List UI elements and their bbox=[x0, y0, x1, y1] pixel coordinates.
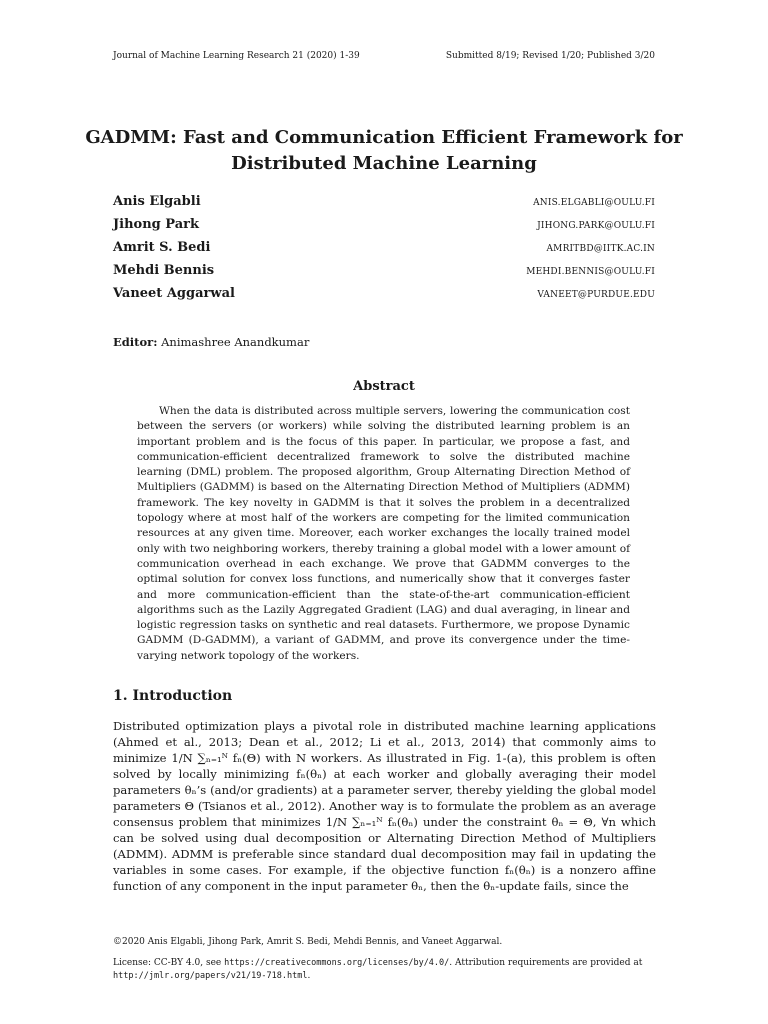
author-name: Mehdi Bennis bbox=[113, 263, 215, 278]
title-line-2: Distributed Machine Learning bbox=[231, 153, 537, 174]
submission-dates: Submitted 8/19; Revised 1/20; Published 3/20 bbox=[445, 51, 655, 61]
editor-label: Editor: bbox=[113, 335, 158, 349]
title-line-1: GADMM: Fast and Communication Efficient Framework for bbox=[85, 127, 683, 148]
author-row bbox=[113, 263, 655, 286]
section-heading: 1. Introduction bbox=[113, 688, 233, 704]
page-footer bbox=[113, 936, 656, 983]
author-name: Jihong Park bbox=[113, 217, 199, 232]
editor-line bbox=[113, 335, 309, 349]
author-list bbox=[113, 194, 655, 309]
author-row bbox=[113, 240, 655, 263]
abstract-body bbox=[137, 404, 630, 664]
license-mid: . Attribution requirements are provided at bbox=[449, 958, 643, 968]
editor-name: Animashree Anandkumar bbox=[161, 335, 310, 349]
license-suffix: . bbox=[307, 971, 311, 981]
author-name: Vaneet Aggarwal bbox=[113, 286, 235, 301]
author-name: Anis Elgabli bbox=[113, 194, 201, 209]
author-email[interactable]: AMRITBD@IITK.AC.IN bbox=[546, 244, 655, 254]
journal-citation: Journal of Machine Learning Research 21 (2020) 1-39 bbox=[113, 51, 360, 61]
author-row bbox=[113, 194, 655, 217]
attribution-link[interactable]: http://jmlr.org/papers/v21/19-718.html bbox=[113, 971, 308, 981]
introduction-body bbox=[113, 718, 656, 894]
author-row bbox=[113, 286, 655, 309]
copyright-notice: ©2020 Anis Elgabli, Jihong Park, Amrit S. Bedi, Mehdi Bennis, and Vaneet Aggarwal. bbox=[113, 937, 503, 947]
author-email[interactable]: VANEET@PURDUE.EDU bbox=[537, 290, 655, 300]
author-email[interactable]: MEHDI.BENNIS@OULU.FI bbox=[526, 267, 655, 277]
abstract-text: When the data is distributed across multiple servers, lowering the communication cost between the servers (or workers) while solving the distributed learning problem is an important problem and is the focus of this paper. In particular, we propose a fast, and communication-efficient decentralized framework to solve the distributed machine learning (DML) problem. The proposed algorithm, Group Alternating Direction Method of Multipliers (GADMM) is based on the Alternating Direction Method of Multipliers (ADMM) framework. The key novelty in GADMM is that it solves the problem in a decentralized topology where at most half of the workers are competing for the limited communication resources at any given time. Moreover, each worker exchanges the locally trained model only with two neighboring workers, thereby training a global model with a lower amount of communication overhead in each exchange. We prove that GADMM converges to the optimal solution for convex loss functions, and numerically show that it converges faster and more communication-efficient than the state-of-the-art communication-efficient algorithms such as the Lazily Aggregated Gradient (LAG) and dual averaging, in linear and logistic regression tasks on synthetic and real datasets. Furthermore, we propose Dynamic GADMM (D-GADMM), a variant of GADMM, and prove its convergence under the time-varying network topology of the workers. bbox=[137, 405, 630, 662]
license-notice bbox=[113, 957, 656, 983]
license-prefix: License: CC-BY 4.0, see bbox=[113, 958, 222, 968]
abstract-heading: Abstract bbox=[353, 379, 415, 394]
author-row bbox=[113, 217, 655, 240]
author-email[interactable]: JIHONG.PARK@OULU.FI bbox=[537, 221, 655, 231]
author-name: Amrit S. Bedi bbox=[113, 240, 211, 255]
paper-title bbox=[0, 125, 768, 177]
license-link[interactable]: https://creativecommons.org/licenses/by/4.0/ bbox=[224, 958, 450, 968]
author-email[interactable]: ANIS.ELGABLI@OULU.FI bbox=[533, 198, 655, 208]
running-header bbox=[113, 51, 655, 61]
introduction-text: Distributed optimization plays a pivotal role in distributed machine learning applications (Ahmed et al., 2013; Dean et al., 2012; Li et al., 2013, 2014) that commonly aims to minimize 1/N ∑ₙ₌₁ᴺ fₙ(Θ) with N workers. As illustrated in Fig. 1-(a), this problem is often solved by locally minimizing fₙ(θₙ) at each worker and globally averaging their model parameters θₙ’s (and/or gradients) at a parameter server, thereby yielding the global model parameters Θ (Tsianos et al., 2012). Another way is to formulate the problem as an average consensus problem that minimizes 1/N ∑ₙ₌₁ᴺ fₙ(θₙ) under the constraint θₙ = Θ, ∀n which can be solved using dual decomposition or Alternating Direction Method of Multipliers (ADMM). ADMM is preferable since standard dual decomposition may fail in updating the variables in some cases. For example, if the objective function fₙ(θₙ) is a nonzero affine function of any component in the input parameter θₙ, then the θₙ-update fails, since the bbox=[113, 719, 656, 893]
